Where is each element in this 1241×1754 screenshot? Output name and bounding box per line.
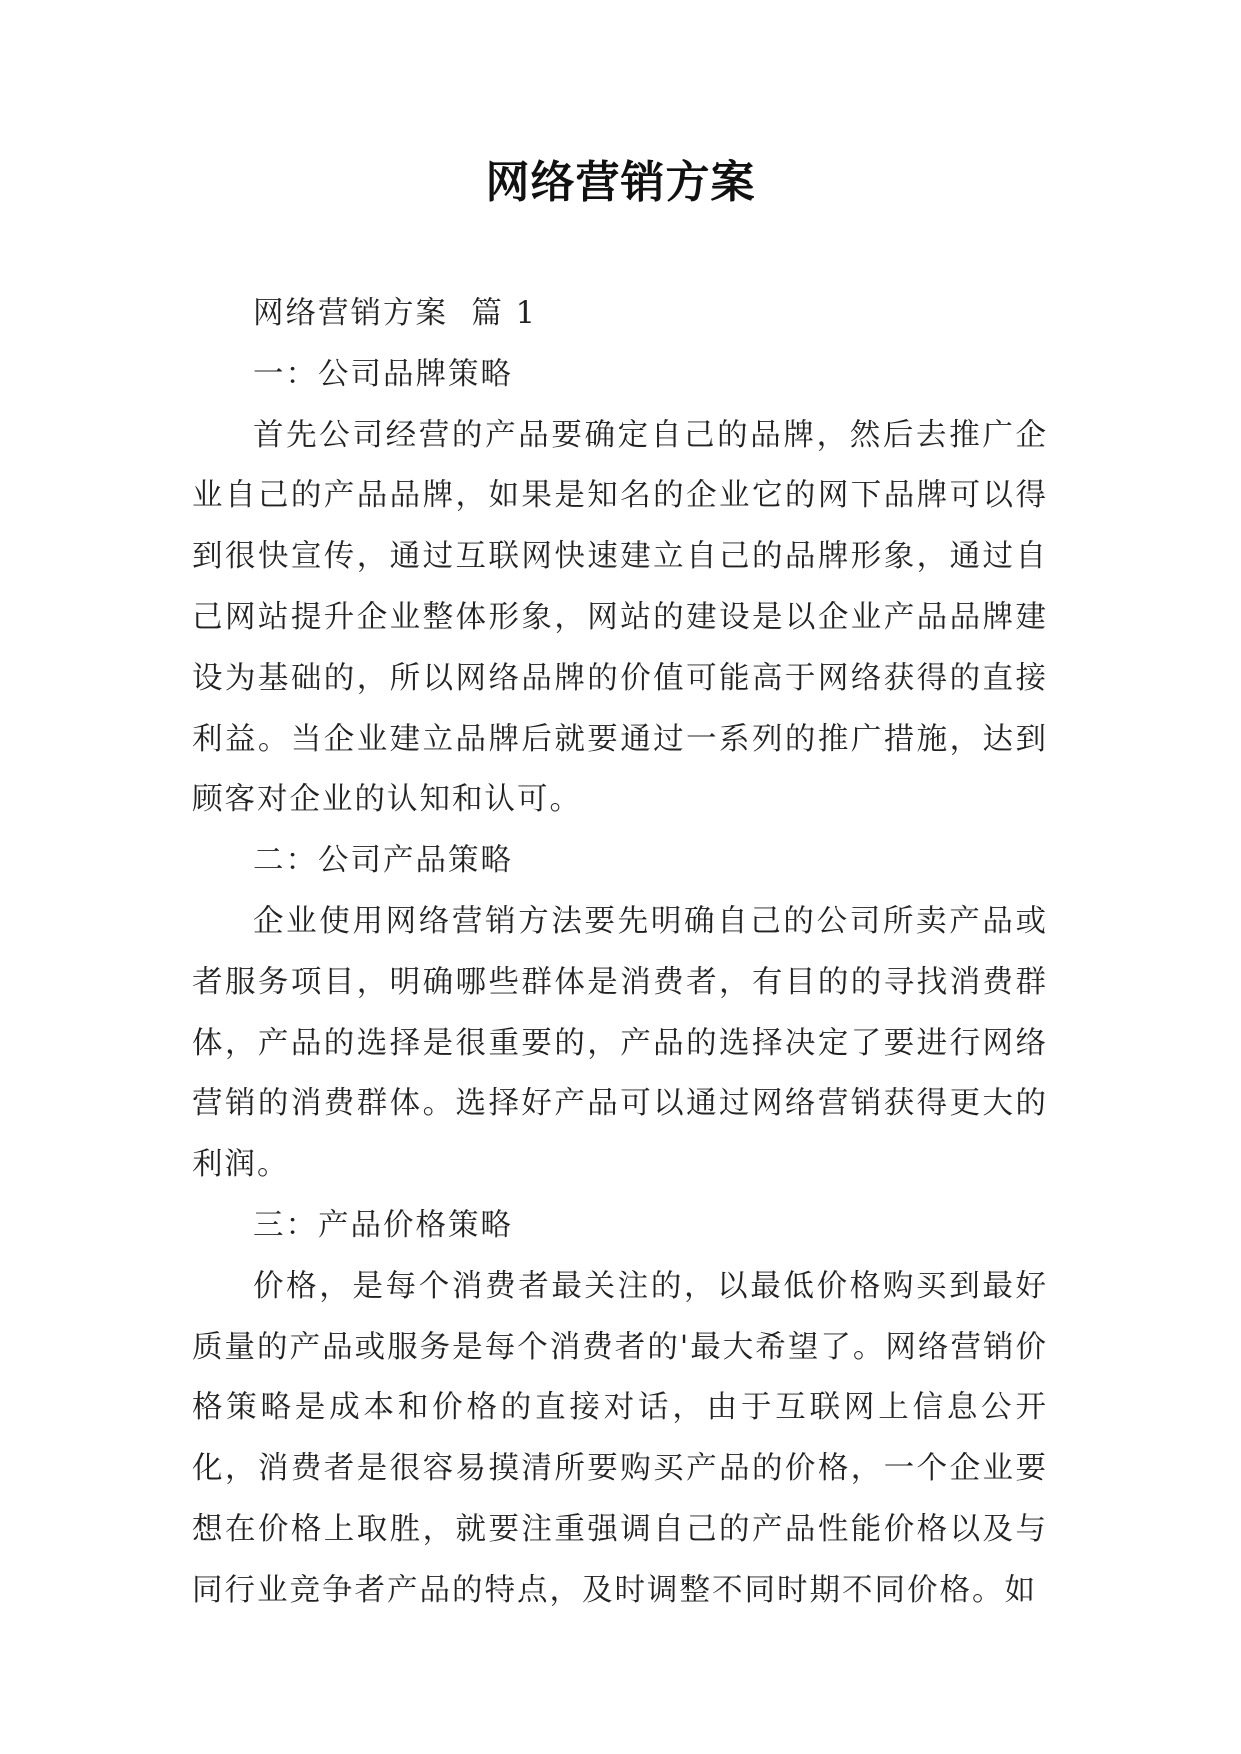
section-heading-brand: 一：公司品牌策略 [253,356,513,392]
document-title: 网络营销方案 [485,157,756,208]
paragraph-price-strategy: 价格，是每个消费者最关注的，以最低价格购买到最好质量的产品或服务是每个消费者的'最大希望了。网络营销价格策略是成本和价格的直接对话，由于互联网上信息公开化，消费者是很容易摸清所要购买产品的价格，一个企业要想在价格上取胜，就要注重强调自己的产品性能价格以及与同行业竞争者产品的特点，及时调整不同时期不同价格。如 [192,1268,1048,1608]
paragraph-brand-strategy: 首先公司经营的产品要确定自己的品牌，然后去推广企业自己的产品品牌，如果是知名的企业它的网下品牌可以得到很快宣传，通过互联网快速建立自己的品牌形象，通过自己网站提升企业整体形象，网站的建设是以企业产品品牌建设为基础的，所以网络品牌的价值可能高于网络获得的直接利益。当企业建立品牌后就要通过一系列的推广措施，达到顾客对企业的认知和认可。 [192,417,1048,818]
section-heading-product: 二：公司产品策略 [253,843,513,879]
document-body [192,284,1048,1622]
section-heading-price: 三：产品价格策略 [253,1207,513,1243]
paragraph-product-strategy: 企业使用网络营销方法要先明确自己的公司所卖产品或者服务项目，明确哪些群体是消费者，有目的的寻找消费群体，产品的选择是很重要的，产品的选择决定了要进行网络营销的消费群体。选择好产品可以通过网络营销获得更大的利润。 [192,903,1048,1183]
section-subtitle: 网络营销方案 篇 1 [253,296,537,331]
